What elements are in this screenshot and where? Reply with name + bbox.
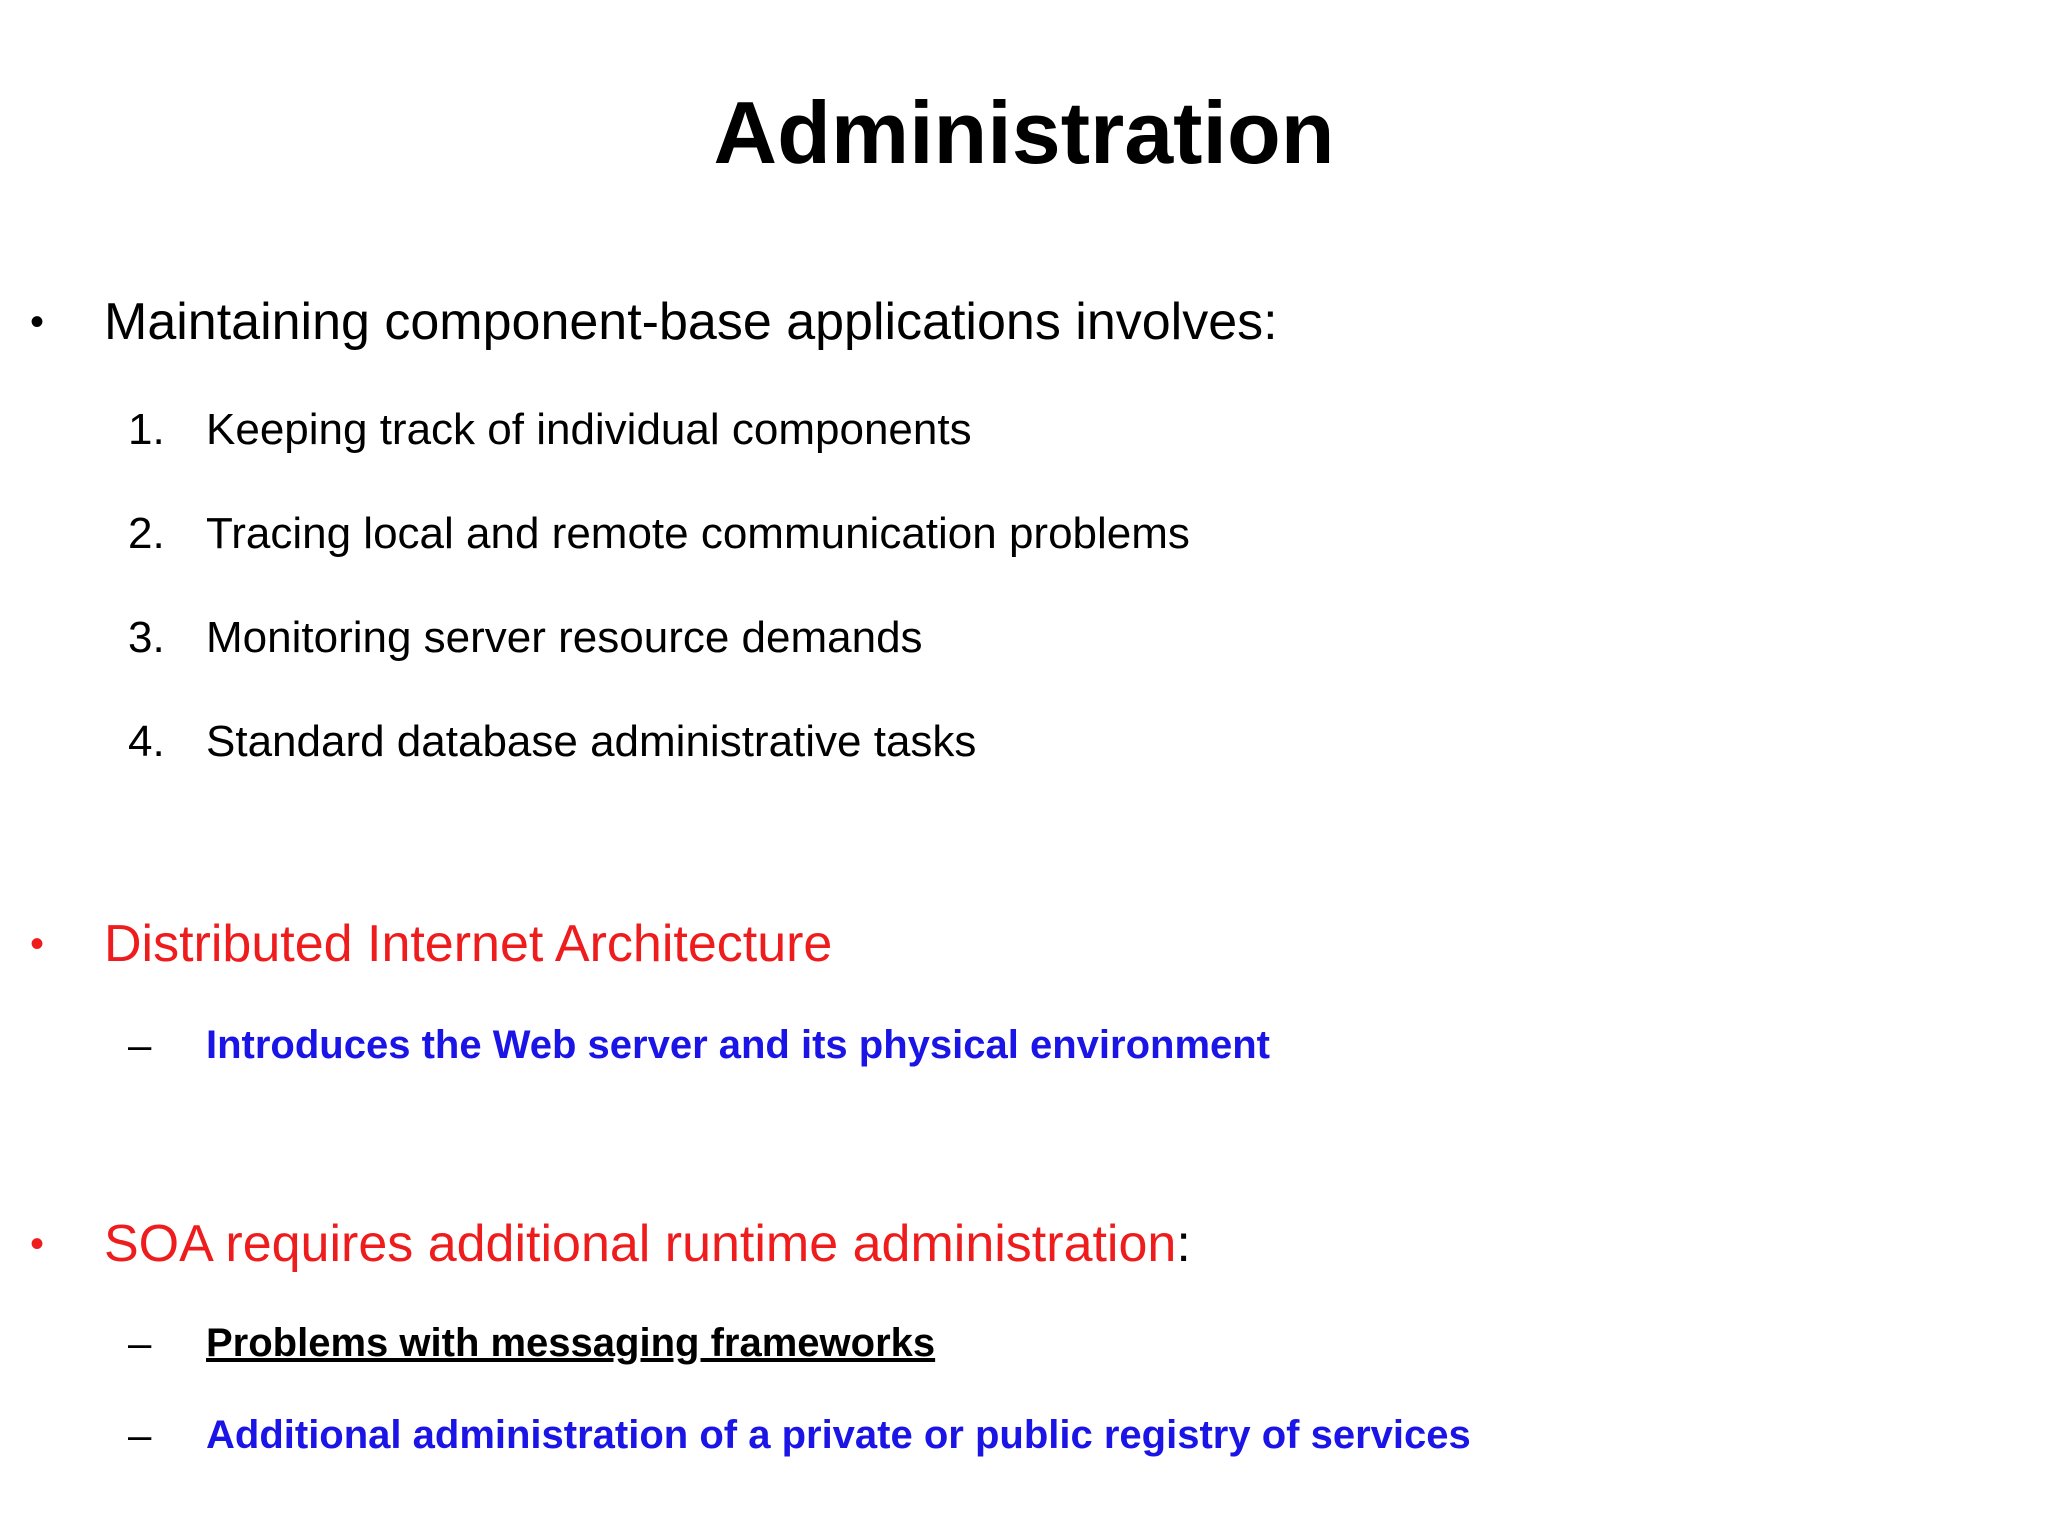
bullet-2: • (30, 922, 45, 966)
section-3-heading: SOA requires additional runtime administration (104, 1215, 1177, 1273)
list-number: 3. (128, 613, 165, 662)
list-text: Keeping track of individual components (206, 405, 972, 454)
bullet-3: • (30, 1222, 45, 1266)
section-1-heading: Maintaining component-base applications involves: (104, 293, 1278, 351)
section-3-heading-suffix: : (1176, 1215, 1191, 1273)
list-text: Tracing local and remote communication problems (206, 509, 1190, 558)
list-text: Monitoring server resource demands (206, 613, 923, 662)
dash-marker: – (128, 1021, 152, 1068)
list-text: Standard database administrative tasks (206, 717, 977, 766)
sub-item-text: Additional administration of a private or public registry of services (206, 1413, 1471, 1457)
section-3-heading-line (104, 1214, 1191, 1274)
section-2-heading: Distributed Internet Architecture (104, 915, 833, 973)
sub-item-text: Problems with messaging frameworks (206, 1321, 936, 1365)
list-number: 4. (128, 717, 165, 766)
dash-marker: – (128, 1319, 152, 1366)
sub-item-text: Introduces the Web server and its physical environment (206, 1023, 1271, 1067)
dash-marker: – (128, 1411, 152, 1458)
list-number: 1. (128, 405, 165, 454)
bullet-1: • (30, 300, 45, 344)
list-number: 2. (128, 509, 165, 558)
slide-title: Administration (713, 83, 1335, 182)
